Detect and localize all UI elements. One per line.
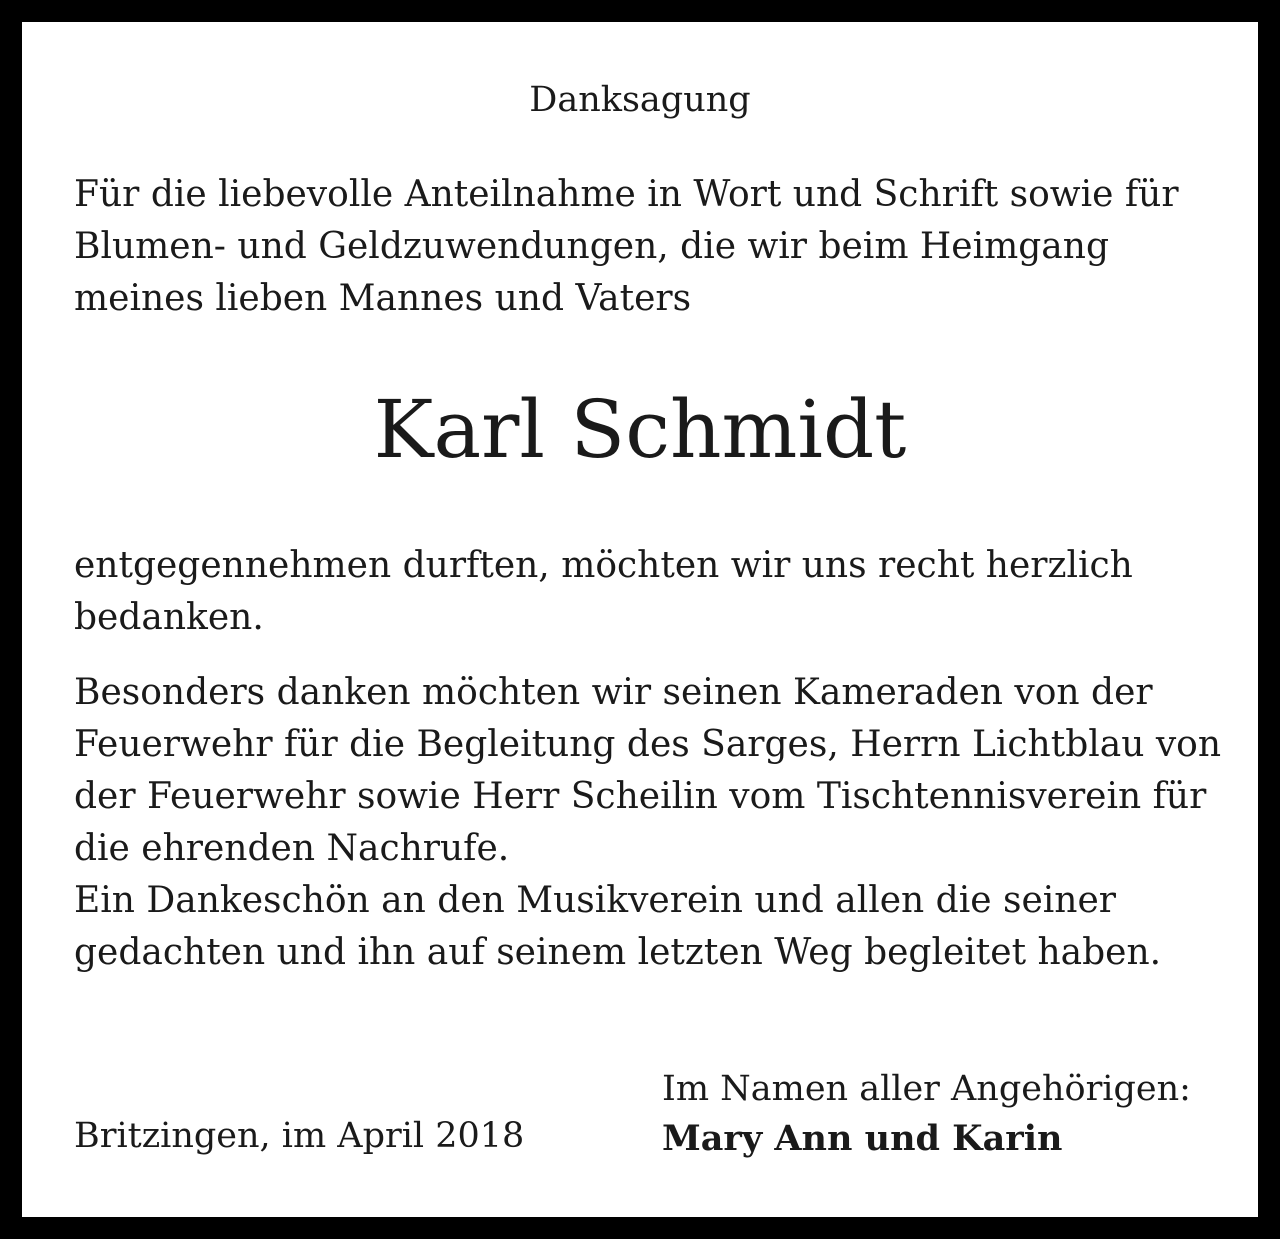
signoff-block <box>662 1064 1191 1164</box>
special-thanks-line: die ehrenden Nachrufe. <box>74 828 510 869</box>
special-thanks-line: der Feuerwehr sowie Herr Scheilin vom Tischtennisverein für <box>74 776 1207 817</box>
intro-paragraph <box>74 169 1234 325</box>
thanks-paragraph <box>74 540 1234 644</box>
signoff-names: Mary Ann und Karin <box>662 1118 1063 1159</box>
signoff-intro: Im Namen aller Angehörigen: <box>662 1069 1191 1109</box>
special-thanks-line: gedachten und ihn auf seinem letzten Weg begleitet haben. <box>74 932 1162 973</box>
place-and-date: Britzingen, im April 2018 <box>74 1116 525 1156</box>
intro-line: Für die liebevolle Anteilnahme in Wort und Schrift sowie für <box>74 174 1179 215</box>
thanks-line: bedanken. <box>74 597 264 638</box>
intro-line: Blumen- und Geldzuwendungen, die wir beim Heimgang <box>74 226 1109 267</box>
deceased-name: Karl Schmidt <box>373 383 907 476</box>
notice-heading: Danksagung <box>529 80 751 120</box>
thanks-line: entgegennehmen durften, möchten wir uns recht herzlich <box>74 545 1133 586</box>
special-thanks-line: Feuerwehr für die Begleitung des Sarges, Herrn Lichtblau von <box>74 724 1222 765</box>
special-thanks-paragraph <box>74 667 1234 979</box>
intro-line: meines lieben Mannes und Vaters <box>74 278 692 319</box>
special-thanks-line: Besonders danken möchten wir seinen Kameraden von der <box>74 672 1153 713</box>
special-thanks-line: Ein Dankeschön an den Musikverein und allen die seiner <box>74 880 1116 921</box>
